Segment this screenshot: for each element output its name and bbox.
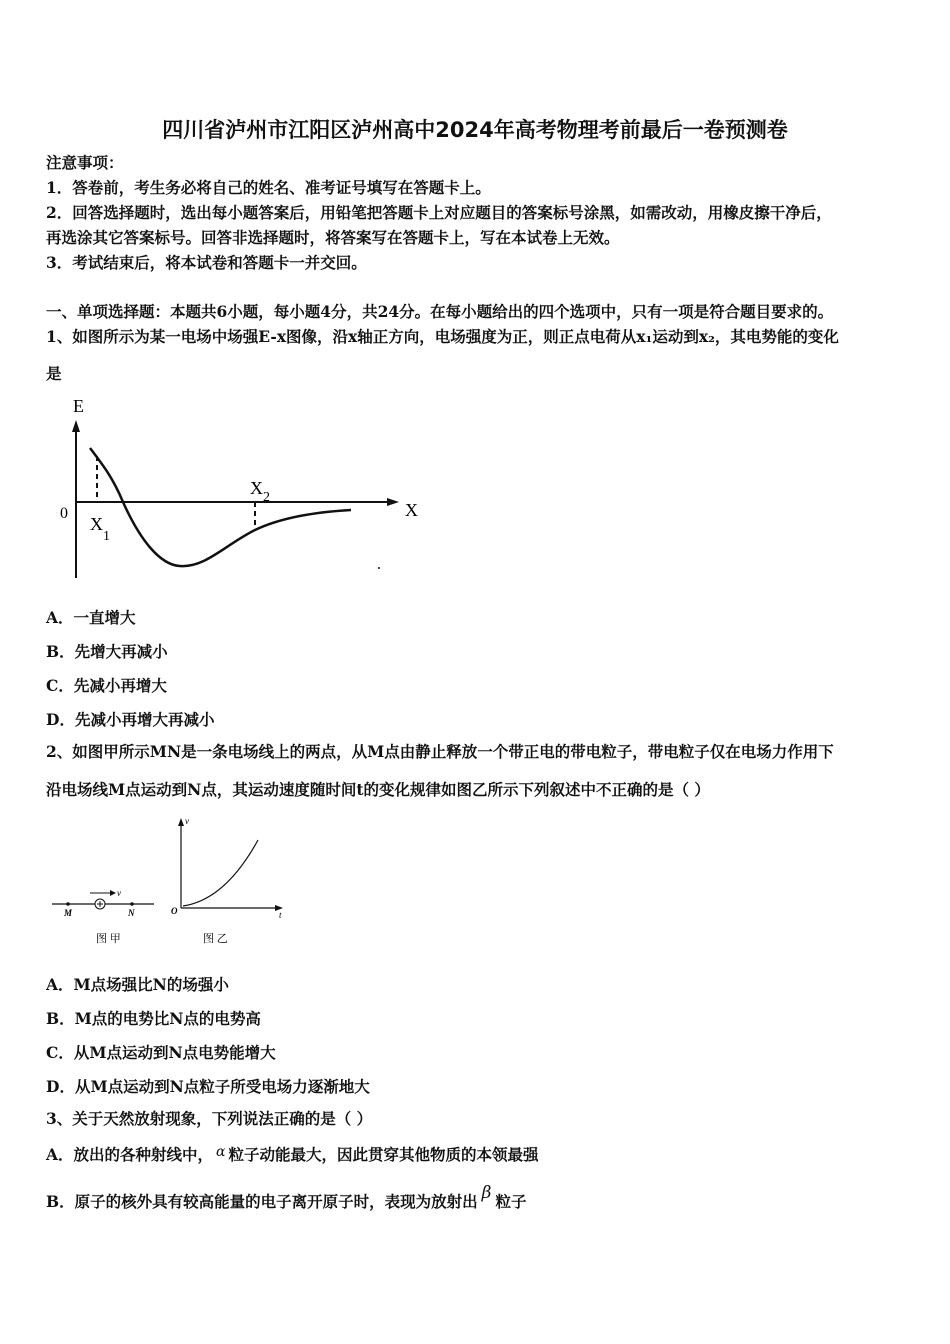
q1-option-d[interactable]: D．先减小再增大再减小 [46,710,215,729]
q1-option-b[interactable]: B．先增大再减小 [46,642,168,661]
page-title: 四川省泸州市江阳区泸州高中2024年高考物理考前最后一卷预测卷 [162,118,788,142]
q3-option-b[interactable] [46,1183,527,1212]
x-axis-label: X [405,500,418,520]
notice-item: 3．考试结束后，将本试卷和答题卡一并交回。 [46,253,367,272]
q2-option-a[interactable]: A．M点场强比N的场强小 [46,975,229,994]
label-m: M [64,908,73,918]
e-x-graph [55,390,425,590]
alpha-symbol: α [216,1144,226,1160]
velocity-arrowhead [110,890,116,896]
q1-option-c[interactable]: C．先减小再增大 [46,676,167,695]
t-axis-label: t [279,910,282,920]
x-axis-arrow [387,498,399,506]
y-axis-arrow [72,420,80,432]
x2-label: X [250,478,263,498]
v-axis-label: v [185,816,189,826]
q2-option-b[interactable]: B．M点的电势比N点的电势高 [46,1009,261,1028]
section-heading: 一、单项选择题：本题共6小题，每小题4分，共24分。在每小题给出的四个选项中，只有一项是符合题目要求的。 [46,302,834,321]
q1-option-a[interactable]: A．一直增大 [46,608,136,627]
x2-subscript: 2 [263,490,270,505]
notice-item: 2．回答选择题时，选出每小题答案后，用铅笔把答题卡上对应题目的答案标号涂黑，如需改动，用橡皮擦干净后， [46,203,832,222]
point-n [130,902,134,906]
figure-b-v-t-graph [165,812,295,952]
figure-a-caption: 图 甲 [96,933,121,945]
figure-a [50,880,160,950]
e-x-curve [90,448,351,566]
beta-symbol: β [481,1183,492,1203]
y-axis-label: E [73,396,84,416]
x1-label: X [90,514,103,534]
q3-option-a-text: 粒子动能最大，因此贯穿其他物质的本领最强 [228,1145,539,1164]
label-n: N [128,908,135,918]
notice-item: 1．答卷前，考生务必将自己的姓名、准考证号填写在答题卡上。 [46,178,491,197]
point-m [66,902,70,906]
q3-option-a[interactable] [46,1143,539,1165]
v-t-curve [183,840,258,906]
figure-b-caption: 图 乙 [203,933,228,945]
question-1-stem-cont: 是 [46,364,62,383]
question-3-stem: 3、关于天然放射现象，下列说法正确的是（ ） [46,1109,373,1128]
question-1-stem: 1、如图所示为某一电场中场强E-x图像，沿x轴正方向，电场强度为正，则正点电荷从x₁运动到x₂，其电势能的变化 [46,327,839,346]
notice-heading: 注意事项： [46,153,124,172]
q3-option-a-text: A．放出的各种射线中， [46,1145,214,1164]
origin-label: 0 [60,505,68,522]
q3-option-b-text: B．原子的核外具有较高能量的电子离开原子时，表现为放射出 [46,1192,478,1211]
velocity-label: v [117,888,121,898]
notice-item: 再选涂其它答案标号。回答非选择题时，将答案写在答题卡上，写在本试卷上无效。 [46,228,620,247]
x1-subscript: 1 [103,529,110,544]
question-2-stem: 2、如图甲所示MN是一条电场线上的两点，从M点由静止释放一个带正电的带电粒子，带电粒子仅在电场力作用下 [46,742,834,761]
origin-label: O [171,906,178,916]
q2-option-c[interactable]: C．从M点运动到N点电势能增大 [46,1043,276,1062]
q3-option-b-text: 粒子 [495,1192,527,1211]
question-2-stem-cont: 沿电场线M点运动到N点，其运动速度随时间t的变化规律如图乙所示下列叙述中不正确的是（ ） [46,780,710,799]
v-axis-arrow [178,818,184,826]
stray-dot [378,567,380,569]
q2-option-d[interactable]: D．从M点运动到N点粒子所受电场力逐渐地大 [46,1077,370,1096]
